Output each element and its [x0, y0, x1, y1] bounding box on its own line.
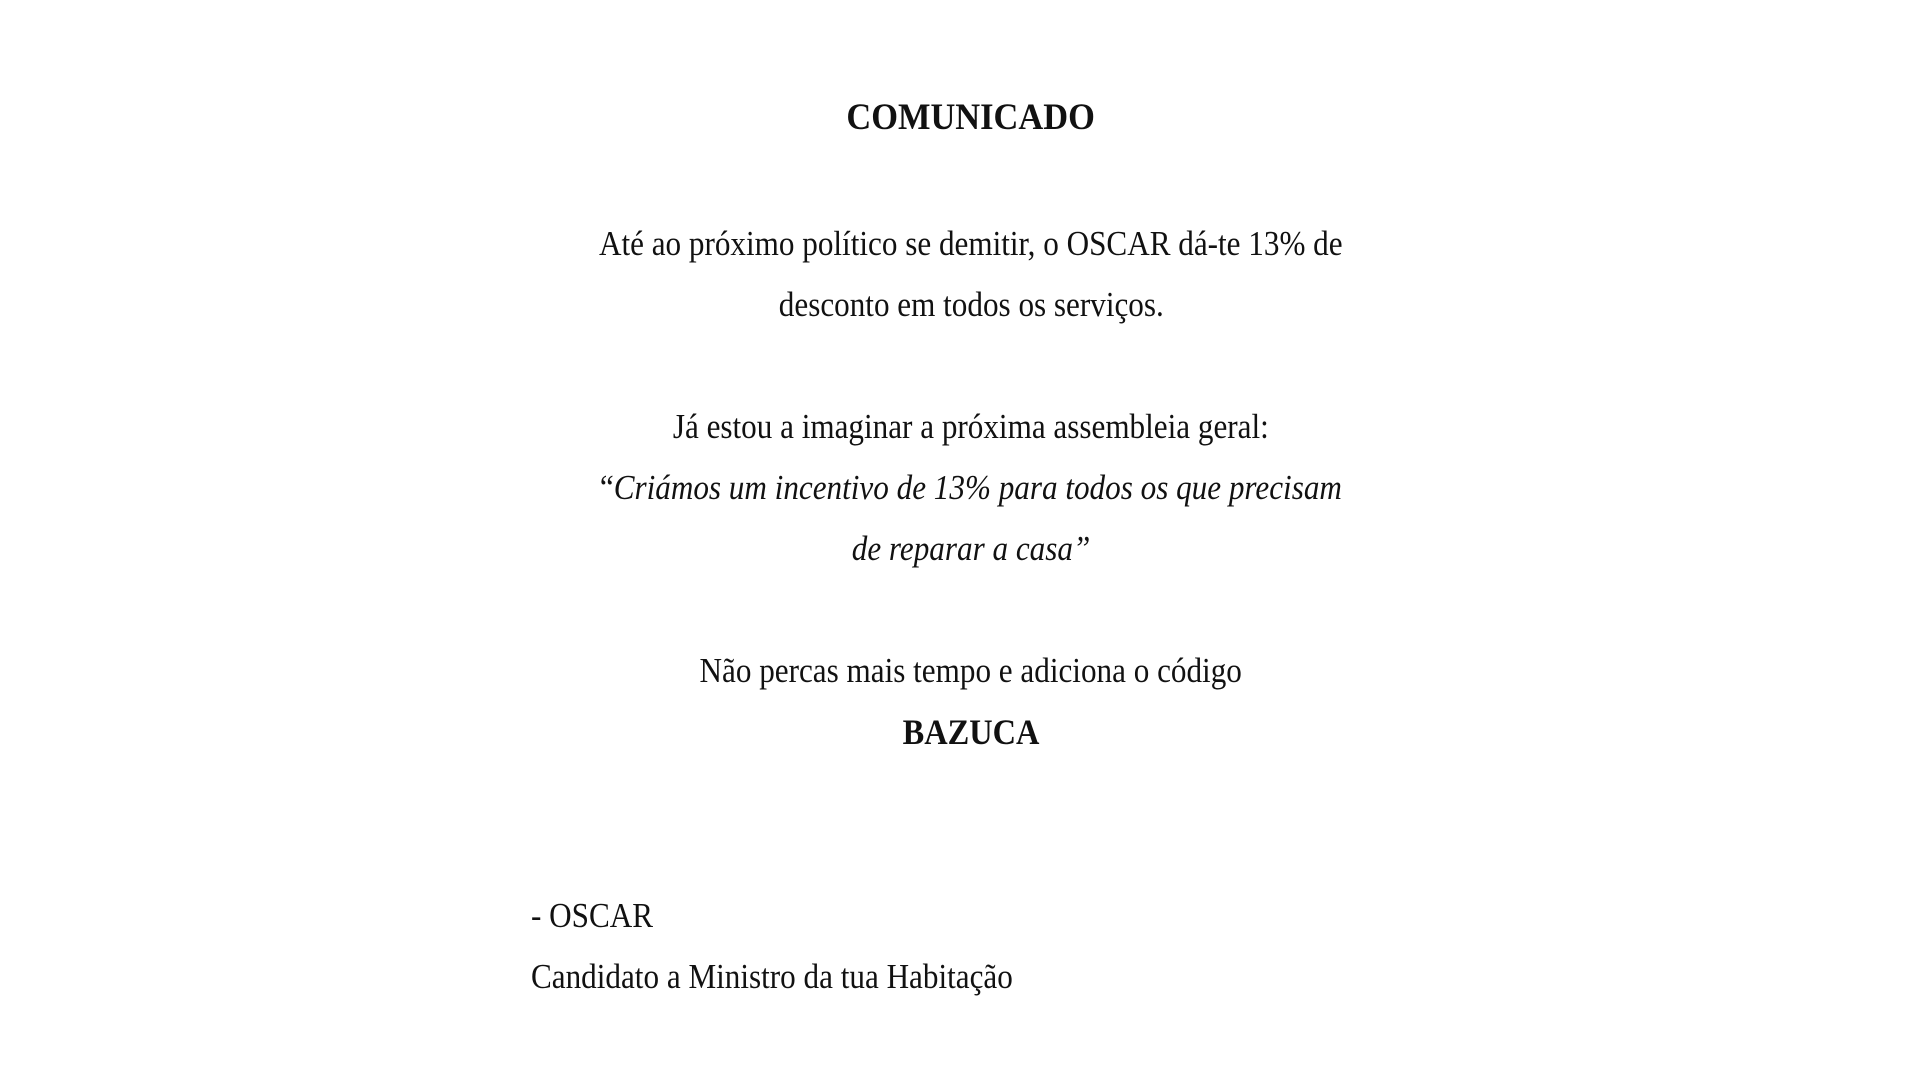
- quote-text: Criámos um incentivo de 13% para todos os que precisam: [613, 468, 1343, 507]
- paragraph-line: Até ao próximo político se demitir, o OSCAR dá-te 13% de: [599, 224, 1343, 263]
- signature-name: - OSCAR: [531, 896, 654, 935]
- discount-code: BAZUCA: [902, 712, 1040, 752]
- call-to-action: Não percas mais tempo e adiciona o código: [699, 651, 1243, 690]
- signature-role: Candidato a Ministro da tua Habitação: [531, 957, 1013, 996]
- document-title: COMUNICADO: [846, 97, 1096, 138]
- quote-line: [0, 468, 1920, 508]
- paragraph-line: desconto em todos os serviços.: [778, 285, 1164, 324]
- quote-intro: Já estou a imaginar a próxima assembleia geral:: [673, 407, 1269, 446]
- open-quote-mark: “: [599, 468, 614, 507]
- quote-line: de reparar a casa”: [851, 529, 1091, 568]
